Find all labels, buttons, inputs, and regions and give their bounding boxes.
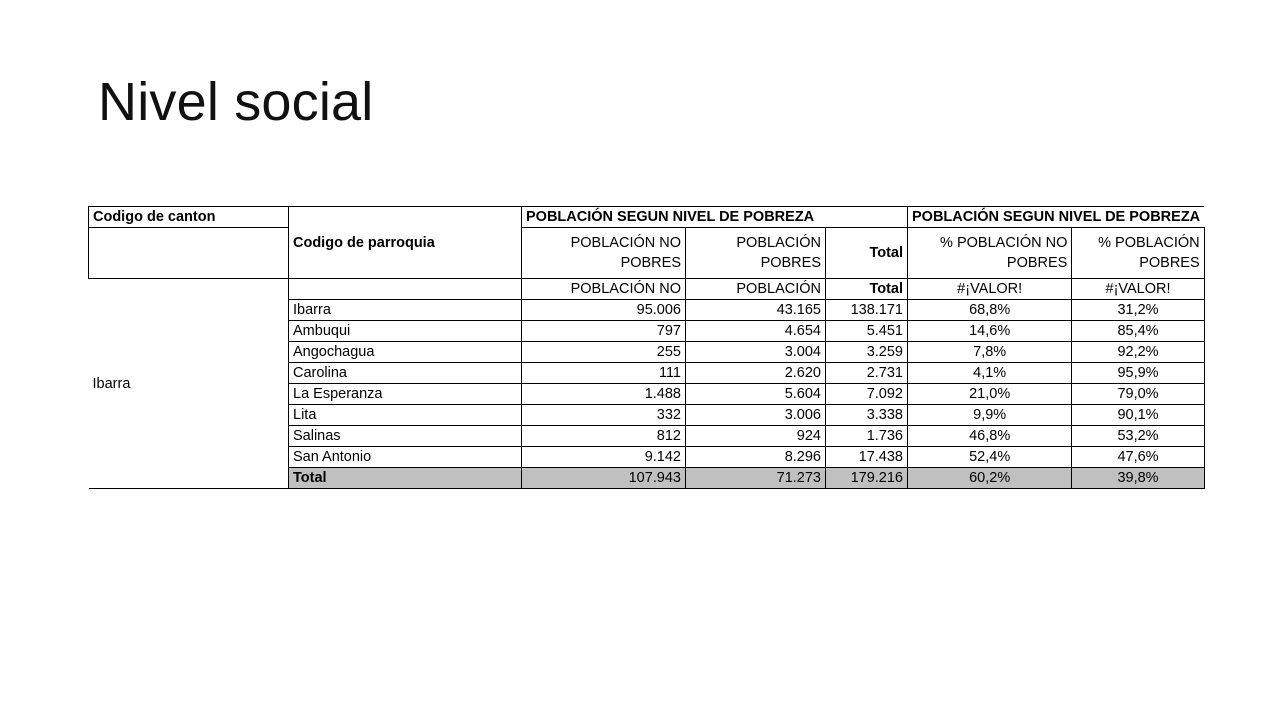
cell-total: 17.438 [826,447,908,468]
header-canton-blank [89,228,289,279]
cell-pobres: 8.296 [686,447,826,468]
label-total: Total [826,279,908,300]
cell-total: 138.171 [826,300,908,321]
cell-parroquia: Lita [289,405,522,426]
header-group-porcentaje: POBLACIÓN SEGUN NIVEL DE POBREZA [908,207,1205,228]
header-canton: Codigo de canton [89,207,289,228]
subheader-pct-pobres: % POBLACIÓN POBRES [1072,228,1204,279]
cell-pct-pobres: 85,4% [1072,321,1204,342]
cell-pct-pobres: 92,2% [1072,342,1204,363]
cell-total: 3.259 [826,342,908,363]
subheader-pobres: POBLACIÓN POBRES [686,228,826,279]
cell-pct-no-pobres: 46,8% [908,426,1072,447]
header-parroquia: Codigo de parroquia [289,207,522,279]
total-total: 179.216 [826,468,908,489]
label-no-pobres: POBLACIÓN NO [522,279,686,300]
cell-pct-pobres: 90,1% [1072,405,1204,426]
cell-pct-pobres: 31,2% [1072,300,1204,321]
cell-pct-pobres: 47,6% [1072,447,1204,468]
cell-pobres: 3.004 [686,342,826,363]
total-pct-pobres: 39,8% [1072,468,1204,489]
cell-pobres: 3.006 [686,405,826,426]
cell-pct-no-pobres: 21,0% [908,384,1072,405]
total-label: Total [289,468,522,489]
cell-pobres: 924 [686,426,826,447]
cell-no-pobres: 111 [522,363,686,384]
header-row [89,207,1205,228]
cell-total: 7.092 [826,384,908,405]
cell-parroquia: Angochagua [289,342,522,363]
header-group-poblacion: POBLACIÓN SEGUN NIVEL DE POBREZA [522,207,908,228]
cell-pct-pobres: 79,0% [1072,384,1204,405]
cell-no-pobres: 9.142 [522,447,686,468]
cell-parroquia: Ambuqui [289,321,522,342]
total-pobres: 71.273 [686,468,826,489]
cell-total: 3.338 [826,405,908,426]
cell-pct-pobres: 53,2% [1072,426,1204,447]
label-pct-no-pobres: #¡VALOR! [908,279,1072,300]
cell-pct-no-pobres: 7,8% [908,342,1072,363]
cell-no-pobres: 812 [522,426,686,447]
slide-title: Nivel social [98,72,374,132]
cell-pobres: 43.165 [686,300,826,321]
cell-parroquia: Carolina [289,363,522,384]
cell-no-pobres: 1.488 [522,384,686,405]
cell-no-pobres: 797 [522,321,686,342]
cell-parroquia: La Esperanza [289,384,522,405]
label-pct-pobres: #¡VALOR! [1072,279,1204,300]
subheader-no-pobres: POBLACIÓN NO POBRES [522,228,686,279]
subheader-total: Total [826,228,908,279]
label-row [89,279,1205,300]
subheader-pct-no-pobres: % POBLACIÓN NO POBRES [908,228,1072,279]
total-pct-no-pobres: 60,2% [908,468,1072,489]
cell-pct-no-pobres: 52,4% [908,447,1072,468]
canton-name: Ibarra [89,279,289,489]
cell-total: 2.731 [826,363,908,384]
cell-parroquia: Salinas [289,426,522,447]
cell-pct-no-pobres: 14,6% [908,321,1072,342]
cell-parroquia: San Antonio [289,447,522,468]
label-blank [289,279,522,300]
cell-pct-no-pobres: 68,8% [908,300,1072,321]
cell-no-pobres: 332 [522,405,686,426]
subheader-row [89,228,1205,279]
cell-total: 5.451 [826,321,908,342]
cell-pobres: 5.604 [686,384,826,405]
cell-total: 1.736 [826,426,908,447]
cell-pobres: 4.654 [686,321,826,342]
cell-pobres: 2.620 [686,363,826,384]
cell-no-pobres: 95.006 [522,300,686,321]
cell-no-pobres: 255 [522,342,686,363]
cell-parroquia: Ibarra [289,300,522,321]
cell-pct-no-pobres: 9,9% [908,405,1072,426]
total-no-pobres: 107.943 [522,468,686,489]
poverty-table [88,206,1205,489]
label-pobres: POBLACIÓN [686,279,826,300]
cell-pct-no-pobres: 4,1% [908,363,1072,384]
cell-pct-pobres: 95,9% [1072,363,1204,384]
